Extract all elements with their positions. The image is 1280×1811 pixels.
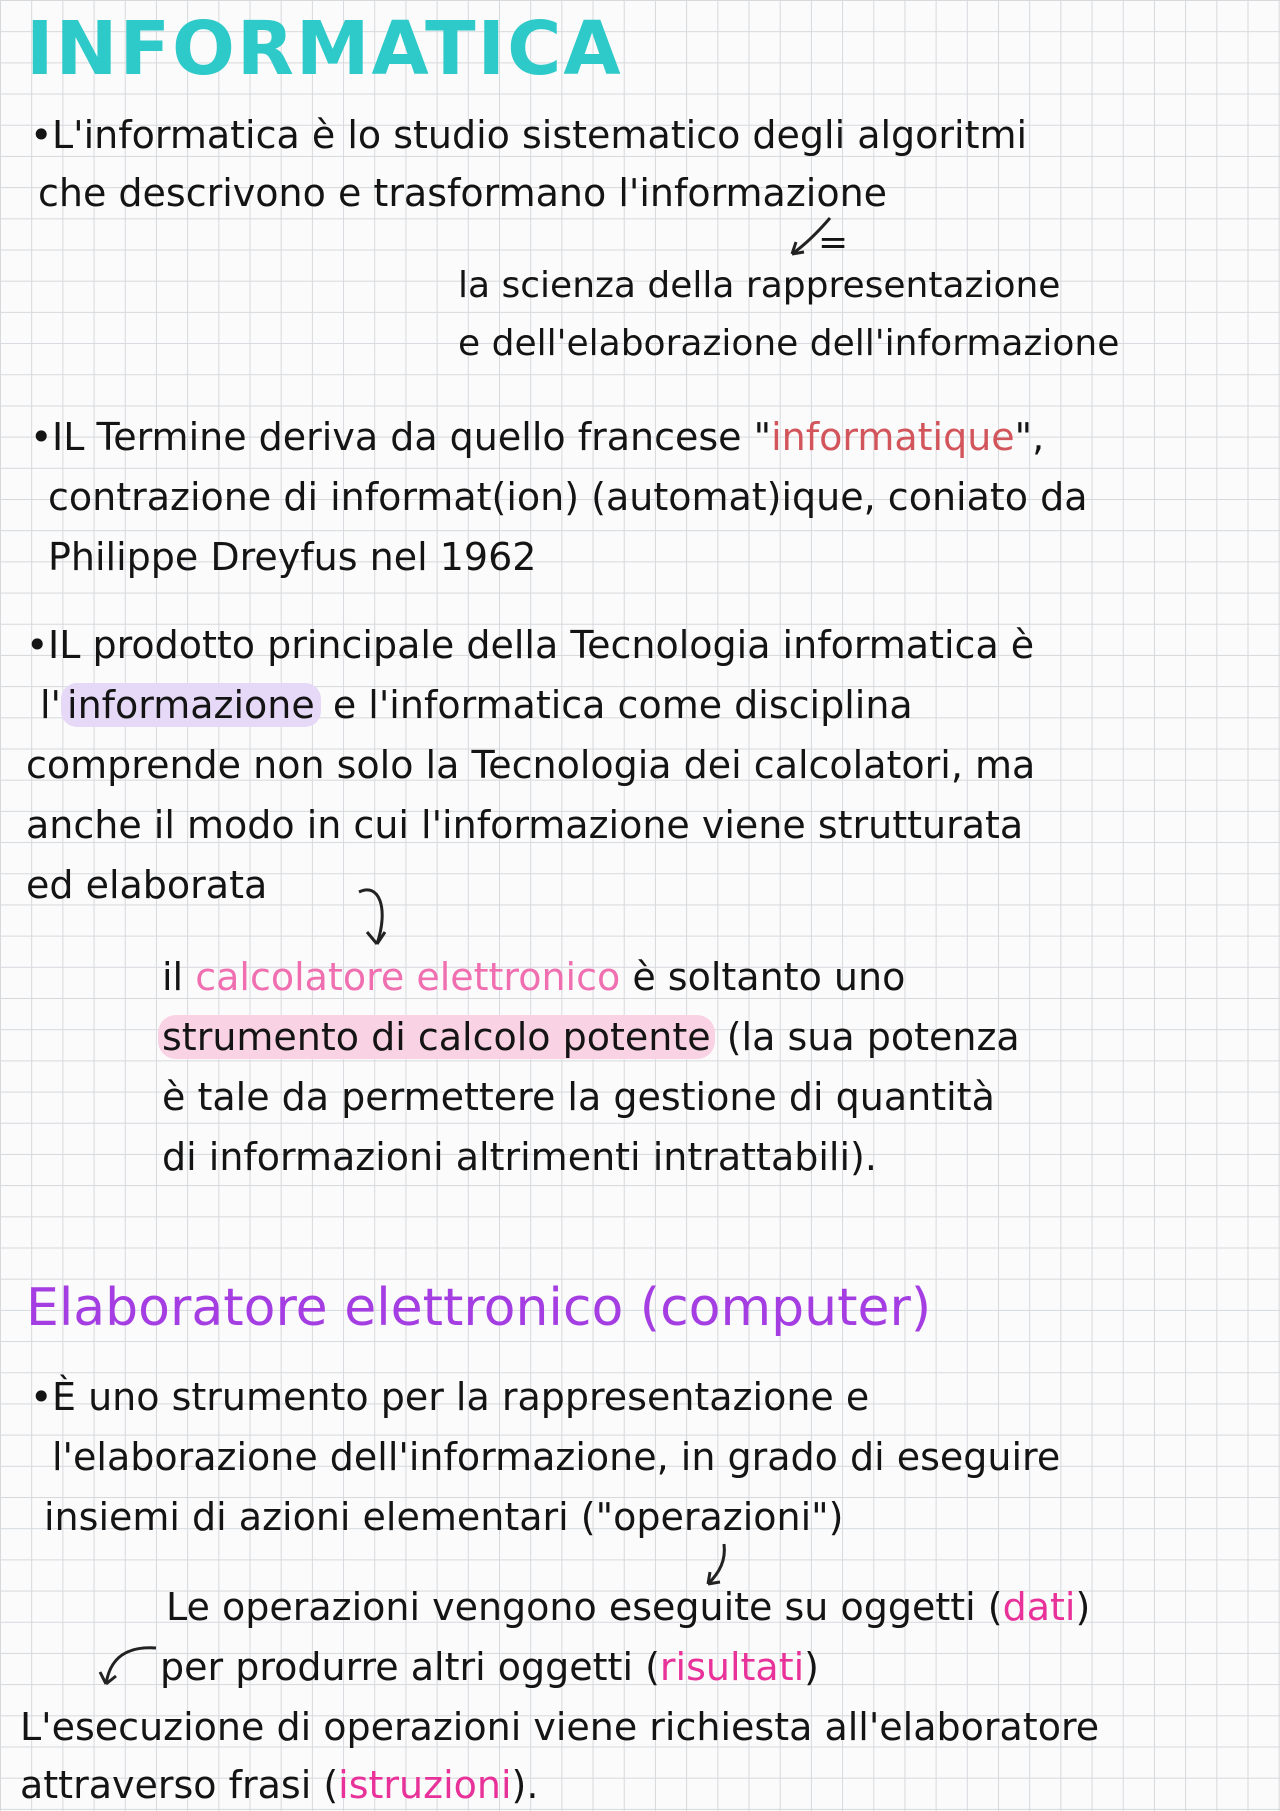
informazione-highlight: informazione — [61, 683, 321, 727]
para3-line4: anche il modo in cui l'informazione viene strutturata — [26, 803, 1024, 847]
informatique-word: informatique — [771, 415, 1015, 459]
section2-sub-line2 — [160, 1645, 819, 1689]
equals-mark: = — [818, 222, 849, 263]
para3-sub-line3: è tale da permettere la gestione di quantità — [162, 1075, 995, 1119]
curved-left-arrow-icon — [96, 1640, 166, 1704]
para1-line2: che descrivono e trasformano l'informazione — [38, 171, 888, 215]
para3-sub-line1-prefix: il — [162, 955, 196, 999]
section-title: Elaboratore elettronico (computer) — [26, 1278, 932, 1338]
istruzioni-word: istruzioni — [338, 1763, 512, 1807]
section2-sub-line2-prefix: per produrre altri oggetti ( — [160, 1645, 660, 1689]
section2-line5 — [20, 1763, 539, 1807]
para1-note-line2: e dell'elaborazione dell'informazione — [458, 323, 1120, 364]
section2-line2: l'elaborazione dell'informazione, in grado di eseguire — [52, 1435, 1061, 1479]
para2-line3: Philippe Dreyfus nel 1962 — [48, 535, 537, 579]
para1-line1 — [30, 113, 1028, 157]
para3-line3: comprende non solo la Tecnologia dei calcolatori, ma — [26, 743, 1036, 787]
page-title: INFORMATICA — [26, 6, 623, 92]
para1-line1-text: L'informatica è lo studio sistematico degli algoritmi — [52, 113, 1028, 157]
section2-sub-line1-prefix: Le operazioni vengono eseguite su oggetti ( — [166, 1585, 1003, 1629]
section2-sub-line1 — [166, 1585, 1091, 1629]
calcolatore-elettronico-word: calcolatore elettronico — [195, 955, 621, 999]
para2-line1 — [30, 415, 1045, 459]
para3-line2-prefix: l' — [40, 683, 62, 727]
para1-note-line1: la scienza della rappresentazione — [458, 265, 1061, 306]
para3-line2 — [40, 683, 913, 727]
para3-sub-line2 — [158, 1015, 1020, 1059]
section2-line5-prefix: attraverso frasi ( — [20, 1763, 339, 1807]
bullet-icon: • — [30, 113, 53, 157]
para3-sub-line2-tail: (la sua potenza — [714, 1015, 1020, 1059]
bullet-icon: • — [30, 1375, 53, 1419]
section2-line1 — [30, 1375, 870, 1419]
section2-line4: L'esecuzione di operazioni viene richiesta all'elaboratore — [20, 1705, 1100, 1749]
para3-line2-tail: e l'informatica come disciplina — [320, 683, 913, 727]
bullet-icon: • — [26, 623, 49, 667]
strumento-potente-highlight: strumento di calcolo potente — [158, 1015, 715, 1059]
bullet-icon: • — [30, 415, 53, 459]
para2-line2: contrazione di informat(ion) (automat)ique, coniato da — [48, 475, 1088, 519]
para3-sub-line4: di informazioni altrimenti intrattabili). — [162, 1135, 877, 1179]
para3-line1-text: IL prodotto principale della Tecnologia informatica è — [48, 623, 1035, 667]
section2-line3: insiemi di azioni elementari ("operazioni") — [44, 1495, 844, 1539]
section2-sub-line2-tail: ) — [804, 1645, 819, 1689]
risultati-word: risultati — [659, 1645, 805, 1689]
para2-line1-text: IL Termine deriva da quello francese " — [52, 415, 772, 459]
para2-line1-tail: ", — [1014, 415, 1045, 459]
para3-sub-line1 — [162, 955, 906, 999]
para3-line5: ed elaborata — [26, 863, 268, 907]
section2-sub-line1-tail: ) — [1075, 1585, 1091, 1629]
para3-sub-line1-tail: è soltanto uno — [620, 955, 906, 999]
curved-down-arrow-icon — [355, 878, 405, 962]
section2-line1-text: È uno strumento per la rappresentazione e — [52, 1375, 870, 1419]
dati-word: dati — [1002, 1585, 1076, 1629]
section2-line5-tail: ). — [511, 1763, 539, 1807]
para3-line1 — [26, 623, 1035, 667]
